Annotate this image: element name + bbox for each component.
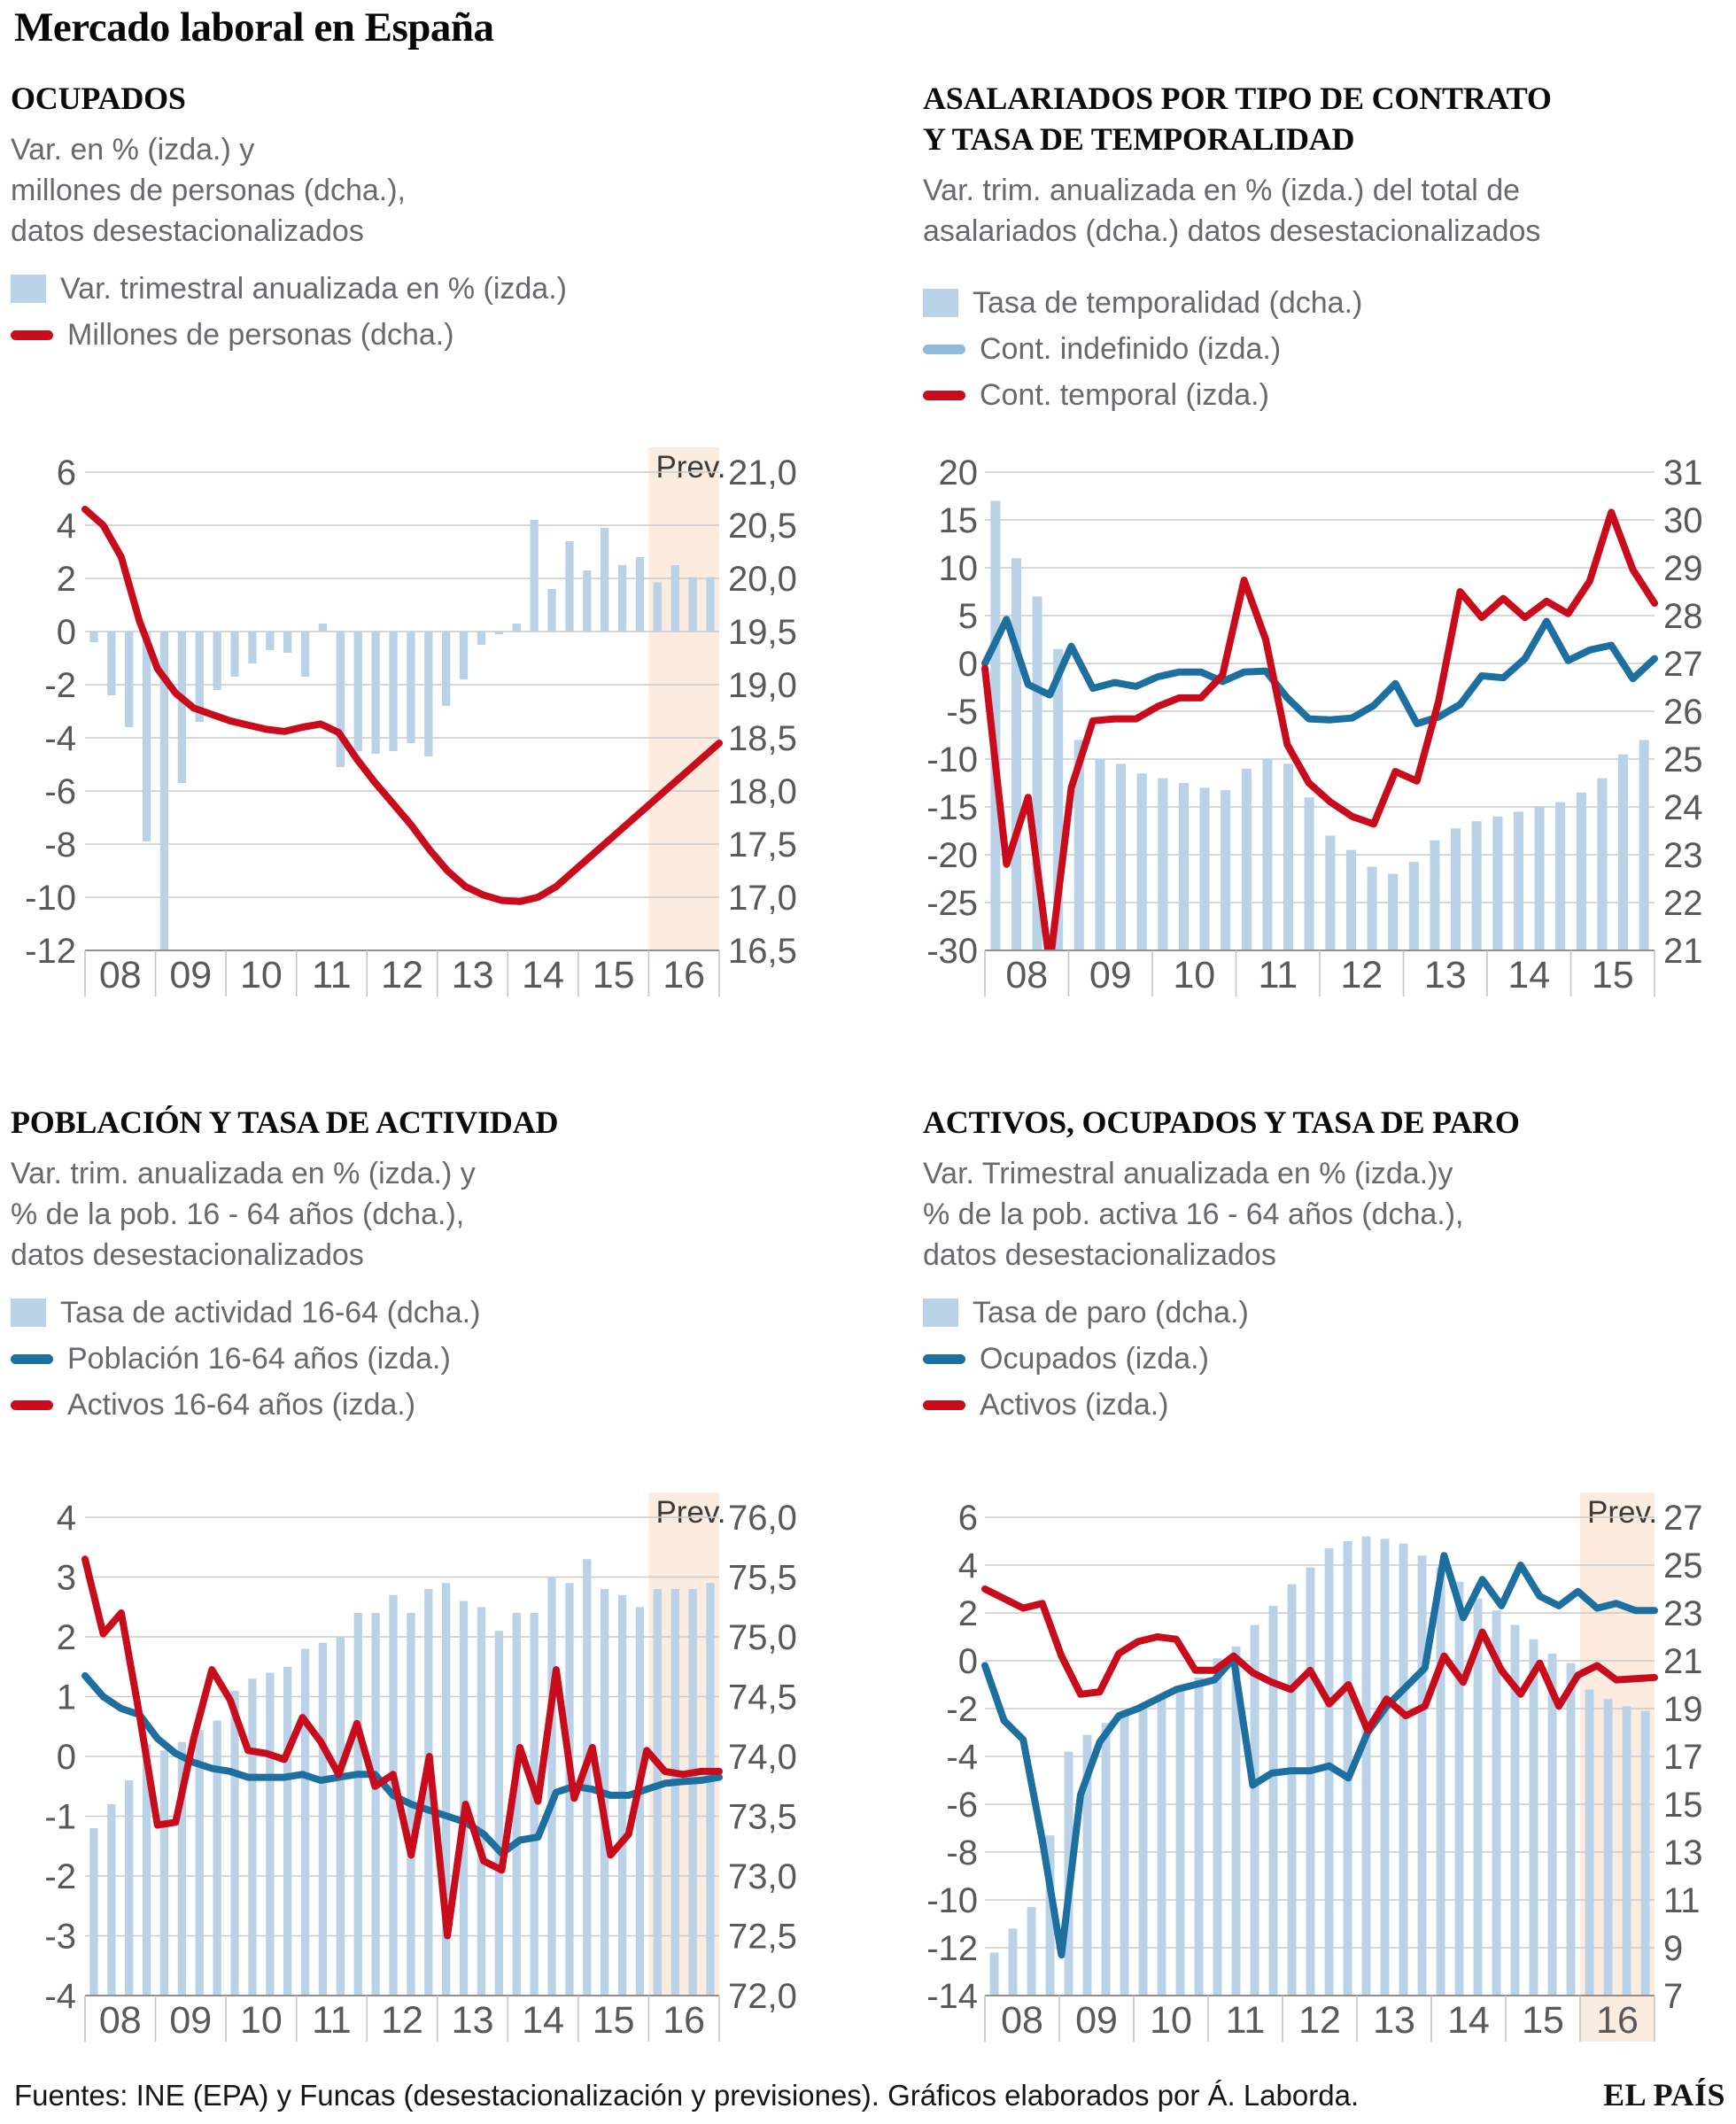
svg-text:-14: -14	[926, 1977, 978, 2016]
legend-item	[11, 266, 567, 312]
legend-line-swatch-icon	[923, 1400, 965, 1410]
legend-item	[11, 312, 567, 358]
svg-text:23: 23	[1663, 1594, 1703, 1633]
right-axis-labels	[728, 453, 797, 971]
year-tick-label: 11	[1225, 1999, 1266, 2042]
chart-legend	[11, 1290, 480, 1428]
legend-item	[923, 1382, 1249, 1428]
year-tick-label: 10	[239, 954, 283, 996]
chart-legend	[923, 1290, 1249, 1428]
svg-text:30: 30	[1663, 501, 1703, 540]
left-axis-labels	[926, 1499, 978, 2016]
year-tick-label: 14	[1447, 1999, 1490, 2042]
x-axis-band	[85, 950, 719, 996]
svg-text:22: 22	[1663, 884, 1703, 923]
left-axis-labels	[926, 453, 978, 971]
svg-text:21,0: 21,0	[728, 453, 797, 492]
line-series-red	[985, 512, 1655, 965]
x-axis-band	[85, 1996, 719, 2042]
svg-text:-4: -4	[946, 1738, 978, 1777]
year-tick-label: 14	[1507, 954, 1551, 996]
svg-text:15: 15	[1663, 1786, 1703, 1825]
svg-text:-20: -20	[926, 836, 978, 875]
chart-legend	[11, 266, 567, 358]
year-tick-label: 08	[98, 954, 142, 996]
legend-label: Población 16-64 años (izda.)	[67, 1341, 451, 1376]
svg-text:-12: -12	[25, 932, 76, 971]
svg-text:17,5: 17,5	[728, 826, 797, 864]
svg-text:76,0: 76,0	[728, 1499, 797, 1538]
svg-text:27: 27	[1663, 645, 1703, 684]
svg-text:-3: -3	[44, 1917, 76, 1957]
svg-text:6: 6	[957, 1499, 978, 1538]
chart-section-poblacion	[11, 1102, 852, 2094]
year-tick-label: 16	[1596, 1999, 1639, 2042]
svg-text:0: 0	[56, 1738, 76, 1777]
year-tick-label: 15	[592, 1999, 635, 2042]
chart-subtitle: Var. en % (izda.) y millones de personas (dcha.), datos desestacionalizados	[11, 133, 407, 248]
chart-section-activos	[923, 1102, 1731, 2094]
svg-text:-12: -12	[926, 1929, 978, 1968]
svg-text:-2: -2	[44, 1857, 76, 1896]
year-tick-label: 08	[1001, 1999, 1043, 2042]
legend-line-swatch-icon	[11, 1354, 53, 1364]
svg-text:9: 9	[1663, 1929, 1684, 1968]
legend-item	[923, 1290, 1249, 1336]
year-tick-label: 09	[1089, 954, 1132, 996]
legend-bar-swatch-icon	[923, 1298, 958, 1327]
legend-item	[11, 1382, 480, 1428]
chart-title: ACTIVOS, OCUPADOS Y TASA DE PARO	[923, 1105, 1520, 1140]
svg-text:24: 24	[1663, 788, 1703, 827]
legend-bar-swatch-icon	[11, 275, 46, 303]
year-tick-label: 12	[381, 1999, 423, 2042]
legend-label: Activos (izda.)	[980, 1387, 1169, 1422]
svg-text:73,5: 73,5	[728, 1797, 797, 1837]
legend-label: Var. trimestral anualizada en % (izda.)	[60, 271, 567, 306]
legend-item	[923, 280, 1362, 326]
svg-text:15: 15	[938, 501, 978, 540]
svg-text:19,0: 19,0	[728, 666, 797, 705]
svg-text:-2: -2	[44, 666, 76, 705]
svg-text:18,0: 18,0	[728, 772, 797, 811]
svg-text:-10: -10	[926, 740, 978, 779]
line-series-blue	[985, 619, 1655, 724]
svg-text:19: 19	[1663, 1690, 1703, 1729]
year-tick-label: 09	[1075, 1999, 1118, 2042]
legend-label: Tasa de paro (dcha.)	[973, 1295, 1249, 1329]
svg-text:26: 26	[1663, 693, 1703, 732]
svg-text:16,5: 16,5	[728, 932, 797, 971]
svg-text:19,5: 19,5	[728, 613, 797, 652]
year-tick-label: 08	[1005, 954, 1049, 996]
chart-subtitle: Var. trim. anualizada en % (izda.) del total de asalariados (dcha.) datos desestacionalizados	[923, 174, 1541, 248]
svg-text:4: 4	[56, 507, 76, 546]
svg-text:20,5: 20,5	[728, 507, 797, 546]
svg-text:-4: -4	[44, 719, 76, 758]
svg-text:25: 25	[1663, 1546, 1703, 1585]
svg-text:73,0: 73,0	[728, 1857, 797, 1896]
year-tick-label: 13	[451, 1999, 494, 2042]
svg-text:-10: -10	[25, 879, 76, 918]
legend-label: Tasa de actividad 16-64 (dcha.)	[60, 1295, 481, 1329]
right-axis-labels	[1663, 453, 1703, 971]
legend-label: Tasa de temporalidad (dcha.)	[973, 285, 1363, 320]
svg-text:18,5: 18,5	[728, 719, 797, 758]
footer	[14, 2076, 1725, 2113]
left-axis-labels	[25, 453, 76, 971]
year-tick-label: 11	[312, 1999, 352, 2042]
prev-label: Prev.	[655, 1495, 726, 1530]
legend-label: Millones de personas (dcha.)	[67, 317, 454, 352]
chart-subtitle: Var. Trimestral anualizada en % (izda.)y % de la pob. activa 16 - 64 años (dcha.), datos desestacionalizados	[923, 1157, 1464, 1272]
svg-text:0: 0	[56, 613, 76, 652]
svg-text:27: 27	[1663, 1499, 1703, 1538]
year-tick-label: 11	[312, 954, 352, 996]
x-axis-band	[985, 950, 1655, 996]
svg-text:-30: -30	[926, 932, 978, 971]
svg-text:74,5: 74,5	[728, 1678, 797, 1717]
svg-text:4: 4	[957, 1546, 978, 1585]
legend-label: Activos 16-64 años (izda.)	[67, 1387, 416, 1422]
prev-forecast-band	[648, 447, 725, 950]
year-tick-label: 12	[1340, 954, 1383, 996]
svg-text:1: 1	[56, 1678, 76, 1717]
chart-section-asalariados	[923, 78, 1731, 1070]
svg-text:72,5: 72,5	[728, 1917, 797, 1957]
svg-text:11: 11	[1663, 1881, 1701, 1920]
svg-text:2: 2	[56, 560, 76, 599]
svg-text:10: 10	[938, 549, 978, 588]
chart-asalariados-plot	[923, 438, 1731, 1023]
right-axis-labels	[728, 1499, 797, 2016]
svg-text:-10: -10	[926, 1881, 978, 1920]
svg-text:20,0: 20,0	[728, 560, 797, 599]
chart-ocupados-plot	[11, 438, 852, 1023]
svg-text:-2: -2	[946, 1690, 978, 1729]
svg-text:-15: -15	[926, 788, 978, 827]
legend-bar-swatch-icon	[11, 1298, 46, 1327]
page-title: Mercado laboral en España	[14, 4, 494, 50]
svg-text:31: 31	[1663, 453, 1703, 492]
svg-text:75,5: 75,5	[728, 1558, 797, 1598]
svg-text:21: 21	[1663, 1642, 1703, 1681]
gridlines	[985, 472, 1655, 950]
chart-title: ASALARIADOS POR TIPO DE CONTRATO Y TASA DE TEMPORALIDAD	[923, 81, 1552, 157]
svg-text:6: 6	[56, 453, 76, 492]
year-tick-label: 15	[1591, 954, 1634, 996]
legend-item	[11, 1336, 480, 1382]
legend-line-swatch-icon	[11, 330, 53, 340]
svg-text:-8: -8	[44, 826, 76, 864]
svg-text:3: 3	[56, 1558, 76, 1598]
chart-title: OCUPADOS	[11, 81, 186, 116]
svg-text:-5: -5	[946, 693, 978, 732]
chart-subtitle: Var. trim. anualizada en % (izda.) y % de la pob. 16 - 64 años (dcha.), datos desestacionalizados	[11, 1157, 476, 1272]
svg-text:0: 0	[957, 1642, 978, 1681]
legend-line-swatch-icon	[923, 345, 965, 354]
svg-text:72,0: 72,0	[728, 1977, 797, 2016]
svg-text:2: 2	[56, 1618, 76, 1657]
year-tick-label: 10	[1173, 954, 1216, 996]
year-tick-label: 12	[381, 954, 423, 996]
chart-title: POBLACIÓN Y TASA DE ACTIVIDAD	[11, 1105, 559, 1140]
left-axis-labels	[44, 1499, 76, 2016]
year-tick-label: 13	[1373, 1999, 1415, 2042]
year-tick-label: 10	[239, 1999, 283, 2042]
svg-text:5: 5	[957, 597, 978, 636]
year-tick-label: 08	[98, 1999, 142, 2042]
svg-text:29: 29	[1663, 549, 1703, 588]
year-tick-label: 16	[663, 1999, 706, 2042]
year-tick-label: 12	[1298, 1999, 1341, 2042]
svg-text:-8: -8	[946, 1833, 978, 1872]
year-tick-label: 13	[451, 954, 494, 996]
year-tick-label: 13	[1423, 954, 1467, 996]
svg-text:28: 28	[1663, 597, 1703, 636]
right-axis-labels	[1663, 1499, 1703, 2016]
year-tick-label: 14	[522, 1999, 565, 2042]
svg-text:75,0: 75,0	[728, 1618, 797, 1657]
brand-logo: EL PAÍS	[1603, 2077, 1725, 2112]
svg-text:20: 20	[938, 453, 978, 492]
legend-label: Ocupados (izda.)	[980, 1341, 1209, 1376]
legend-label: Cont. temporal (izda.)	[980, 377, 1269, 412]
svg-text:17: 17	[1663, 1738, 1703, 1777]
svg-text:13: 13	[1663, 1833, 1703, 1872]
prev-label: Prev.	[1587, 1495, 1658, 1530]
x-axis-band	[985, 1996, 1655, 2042]
year-tick-label: 09	[169, 1999, 213, 2042]
year-tick-label: 15	[1522, 1999, 1564, 2042]
legend-item	[923, 326, 1362, 372]
year-tick-label: 11	[1258, 954, 1298, 996]
svg-text:-6: -6	[44, 772, 76, 811]
year-tick-label: 16	[663, 954, 706, 996]
legend-label: Cont. indefinido (izda.)	[980, 331, 1282, 366]
chart-poblacion-plot	[11, 1484, 852, 2068]
svg-text:23: 23	[1663, 836, 1703, 875]
legend-item	[923, 372, 1362, 418]
svg-text:2: 2	[957, 1594, 978, 1633]
chart-activos-plot	[923, 1484, 1731, 2068]
legend-line-swatch-icon	[923, 1354, 965, 1364]
svg-text:74,0: 74,0	[728, 1738, 797, 1777]
chart-section-ocupados	[11, 78, 852, 1070]
svg-text:-4: -4	[44, 1977, 76, 2016]
legend-item	[11, 1290, 480, 1336]
year-tick-label: 09	[169, 954, 213, 996]
svg-text:7: 7	[1663, 1977, 1684, 2016]
prev-label: Prev.	[655, 450, 726, 484]
svg-text:0: 0	[957, 645, 978, 684]
year-tick-label: 10	[1150, 1999, 1192, 2042]
bar-series	[89, 520, 714, 966]
svg-text:-6: -6	[946, 1786, 978, 1825]
svg-text:17,0: 17,0	[728, 879, 797, 918]
footer-sources: Fuentes: INE (EPA) y Funcas (desestacionalización y previsiones). Gráficos elaborados por Á. Laborda.	[14, 2079, 1360, 2112]
chart-legend	[923, 280, 1362, 418]
svg-text:4: 4	[56, 1499, 76, 1538]
year-tick-label: 14	[522, 954, 565, 996]
svg-text:25: 25	[1663, 740, 1703, 779]
legend-item	[923, 1336, 1249, 1382]
svg-text:21: 21	[1663, 932, 1703, 971]
legend-line-swatch-icon	[923, 391, 965, 400]
svg-text:-25: -25	[926, 884, 978, 923]
year-tick-label: 15	[592, 954, 635, 996]
svg-text:-1: -1	[44, 1797, 76, 1837]
legend-line-swatch-icon	[11, 1400, 53, 1410]
legend-bar-swatch-icon	[923, 289, 958, 317]
